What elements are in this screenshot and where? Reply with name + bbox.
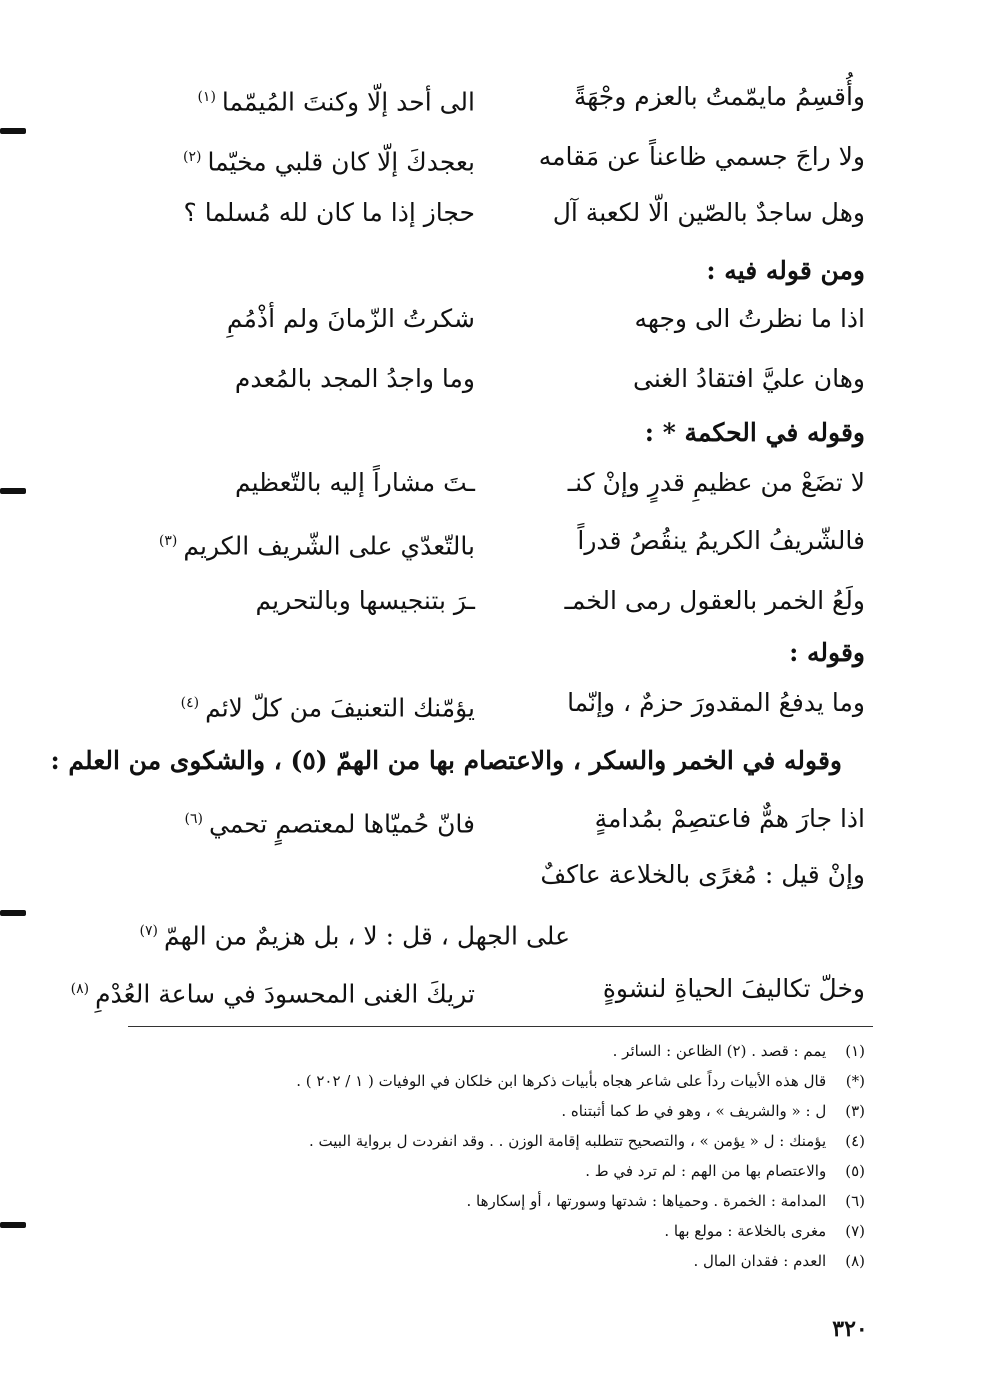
verse-second-hemistich bbox=[145, 74, 475, 125]
margin-mark bbox=[0, 910, 26, 916]
footnote bbox=[145, 1216, 865, 1246]
margin-mark bbox=[0, 128, 26, 134]
verse-line bbox=[145, 460, 865, 506]
verse-second-hemistich: ـتَ مشاراً إليه بالتّعظيم bbox=[234, 468, 475, 497]
verse-line bbox=[145, 74, 865, 120]
verse-line-b bbox=[130, 908, 570, 959]
verse-text: فانّ حُميّاها لمعتصمٍ تحمي bbox=[208, 809, 475, 839]
footnote-text: يمم : قصد . (٢) الظاعن : السائر . bbox=[612, 1042, 827, 1060]
footnote-divider bbox=[128, 1026, 873, 1027]
verse-first-hemistich: وأُقسِمُ مايمّمتُ بالعزم وجْهَةً bbox=[573, 82, 865, 111]
footnote bbox=[145, 1036, 865, 1066]
footnote-ref: (٧) bbox=[139, 923, 159, 939]
footnote-number: (*) bbox=[845, 1072, 865, 1090]
verse-line bbox=[145, 296, 865, 342]
footnote-number: (٨) bbox=[845, 1252, 865, 1270]
footnote-number: (٧) bbox=[845, 1222, 865, 1240]
verse-text: يؤمّنك التعنيفَ من كلّ لائم bbox=[205, 693, 475, 723]
verse-text: بالتّعدّي على الشّريف الكريم bbox=[183, 531, 475, 561]
footnote-number: (٦) bbox=[845, 1192, 865, 1210]
verse-first-hemistich: وهان عليَّ افتقادُ الغنى bbox=[633, 364, 865, 393]
verse-second-hemistich: ـرَ بتنجيسها وبالتحريم bbox=[255, 586, 475, 615]
page-number: ٣٢٠ bbox=[832, 1316, 868, 1342]
verse-line bbox=[145, 356, 865, 402]
verse-second-hemistich bbox=[145, 518, 475, 569]
margin-mark bbox=[0, 488, 26, 494]
footnote-text: والاعتصام بها من الهم : لم ترد في ط . bbox=[585, 1162, 827, 1180]
verse-first-hemistich: فالشّريفُ الكريمُ ينقُصُ قدراً bbox=[577, 526, 865, 555]
verse-second-hemistich: وما واجدُ المجد بالمُعدم bbox=[234, 364, 475, 393]
footnote bbox=[145, 1156, 865, 1186]
verse-first-hemistich: وخلّ تكاليفَ الحياةِ لنشوةٍ bbox=[602, 974, 865, 1003]
footnote bbox=[145, 1246, 865, 1276]
verse-second-hemistich: شكرتُ الزّمانَ ولم أذْمُمِ bbox=[226, 304, 475, 333]
footnote-ref: (٣) bbox=[158, 533, 178, 549]
footnote-text: العدم : فقدان المال . bbox=[693, 1252, 827, 1270]
verse-first-hemistich: لا تضَعْ من عظيمِ قدرٍ وإنْ كنـ bbox=[567, 468, 865, 497]
verse-first-hemistich: ولَعُ الخمر بالعقول رمى الخمـ bbox=[564, 586, 865, 615]
footnote-text: يؤمنك : ل « يؤمن » ، والتصحيح تتطلبه إقامة الوزن . . وقد انفردت ل برواية البيت . bbox=[308, 1132, 827, 1150]
verse-line-a: وإنْ قيل : مُغرًى بالخلاعة عاكفٌ bbox=[540, 860, 865, 889]
verse-line bbox=[145, 190, 865, 236]
footnote-ref: (٦) bbox=[184, 811, 203, 827]
verse-second-hemistich bbox=[145, 796, 475, 847]
verse-second-hemistich bbox=[145, 680, 475, 731]
verse-text: بعجدكَ إلّا كان قلبي مخيّما bbox=[207, 147, 475, 177]
verse-text: على الجهل ، قل : لا ، بل هزيمٌ من الهمّ bbox=[164, 921, 570, 951]
footnote bbox=[145, 1126, 865, 1156]
footnote-text: ل : « والشريف » ، وهو في ط كما أثبتناه . bbox=[561, 1102, 827, 1120]
footnote-ref: (٢) bbox=[183, 149, 202, 165]
verse-text: الى أحد إلّا وكنتَ المُيمّما bbox=[221, 87, 475, 117]
footnote-number: (٤) bbox=[845, 1132, 865, 1150]
footnote bbox=[145, 1096, 865, 1126]
verse-first-hemistich: اذا جارَ همٌّ فاعتصِمْ بمُدامةٍ bbox=[594, 804, 865, 833]
verse-first-hemistich: وما يدفعُ المقدورَ حزمٌ ، وإنّما bbox=[567, 688, 865, 717]
verse-second-hemistich bbox=[70, 966, 475, 1017]
verse-line bbox=[145, 518, 865, 564]
verse-text: حجاز إذا ما كان لله مُسلما ؟ bbox=[183, 198, 475, 227]
footnote bbox=[145, 1066, 865, 1096]
verse-line bbox=[145, 134, 865, 180]
footnote-text: مغرى بالخلاعة : مولع بها . bbox=[664, 1222, 827, 1240]
verse-text: تريكَ الغنى المحسودَ في ساعة العُدْمِ bbox=[95, 979, 475, 1009]
verse-second-hemistich bbox=[145, 190, 475, 236]
verse-first-hemistich: وهل ساجدٌ بالصّين الّا لكعبة آل bbox=[552, 198, 865, 227]
verse-second-hemistich bbox=[145, 134, 475, 185]
verse-first-hemistich: اذا ما نظرتُ الى وجهه bbox=[634, 304, 865, 333]
footnote-number: (١) bbox=[845, 1042, 865, 1060]
footnote bbox=[145, 1186, 865, 1216]
section-intro: وقوله في الحكمة * : bbox=[644, 418, 865, 447]
margin-mark bbox=[0, 1222, 26, 1228]
footnote-ref: (٨) bbox=[70, 981, 90, 997]
section-intro: وقوله : bbox=[789, 638, 865, 667]
footnote-ref: (٤) bbox=[180, 695, 200, 711]
footnote-number: (٥) bbox=[845, 1162, 865, 1180]
verse-first-hemistich: ولا راجَ جسمي ظاعناً عن مَقامه bbox=[538, 142, 865, 171]
footnote-number: (٣) bbox=[845, 1102, 865, 1120]
footnote-text: قال هذه الأبيات رداً على شاعر هجاه بأبيات ذكرها ابن خلكان في الوفيات ( ١ / ٢٠٢ ) . bbox=[296, 1072, 827, 1090]
verse-line bbox=[145, 796, 865, 842]
verse-line bbox=[70, 966, 865, 1012]
section-intro: ومن قوله فيه : bbox=[706, 256, 865, 285]
verse-line bbox=[145, 680, 865, 726]
verse-line bbox=[145, 578, 865, 624]
footnote-ref: (١) bbox=[197, 89, 216, 105]
footnote-text: المدامة : الخمرة . وحمياها : شدتها وسورتها ، أو إسكارها . bbox=[466, 1192, 827, 1210]
section-intro: وقوله في الخمر والسكر ، والاعتصام بها من الهمّ (٥) ، والشكوى من العلم : bbox=[50, 746, 842, 775]
footnotes bbox=[145, 1036, 865, 1276]
